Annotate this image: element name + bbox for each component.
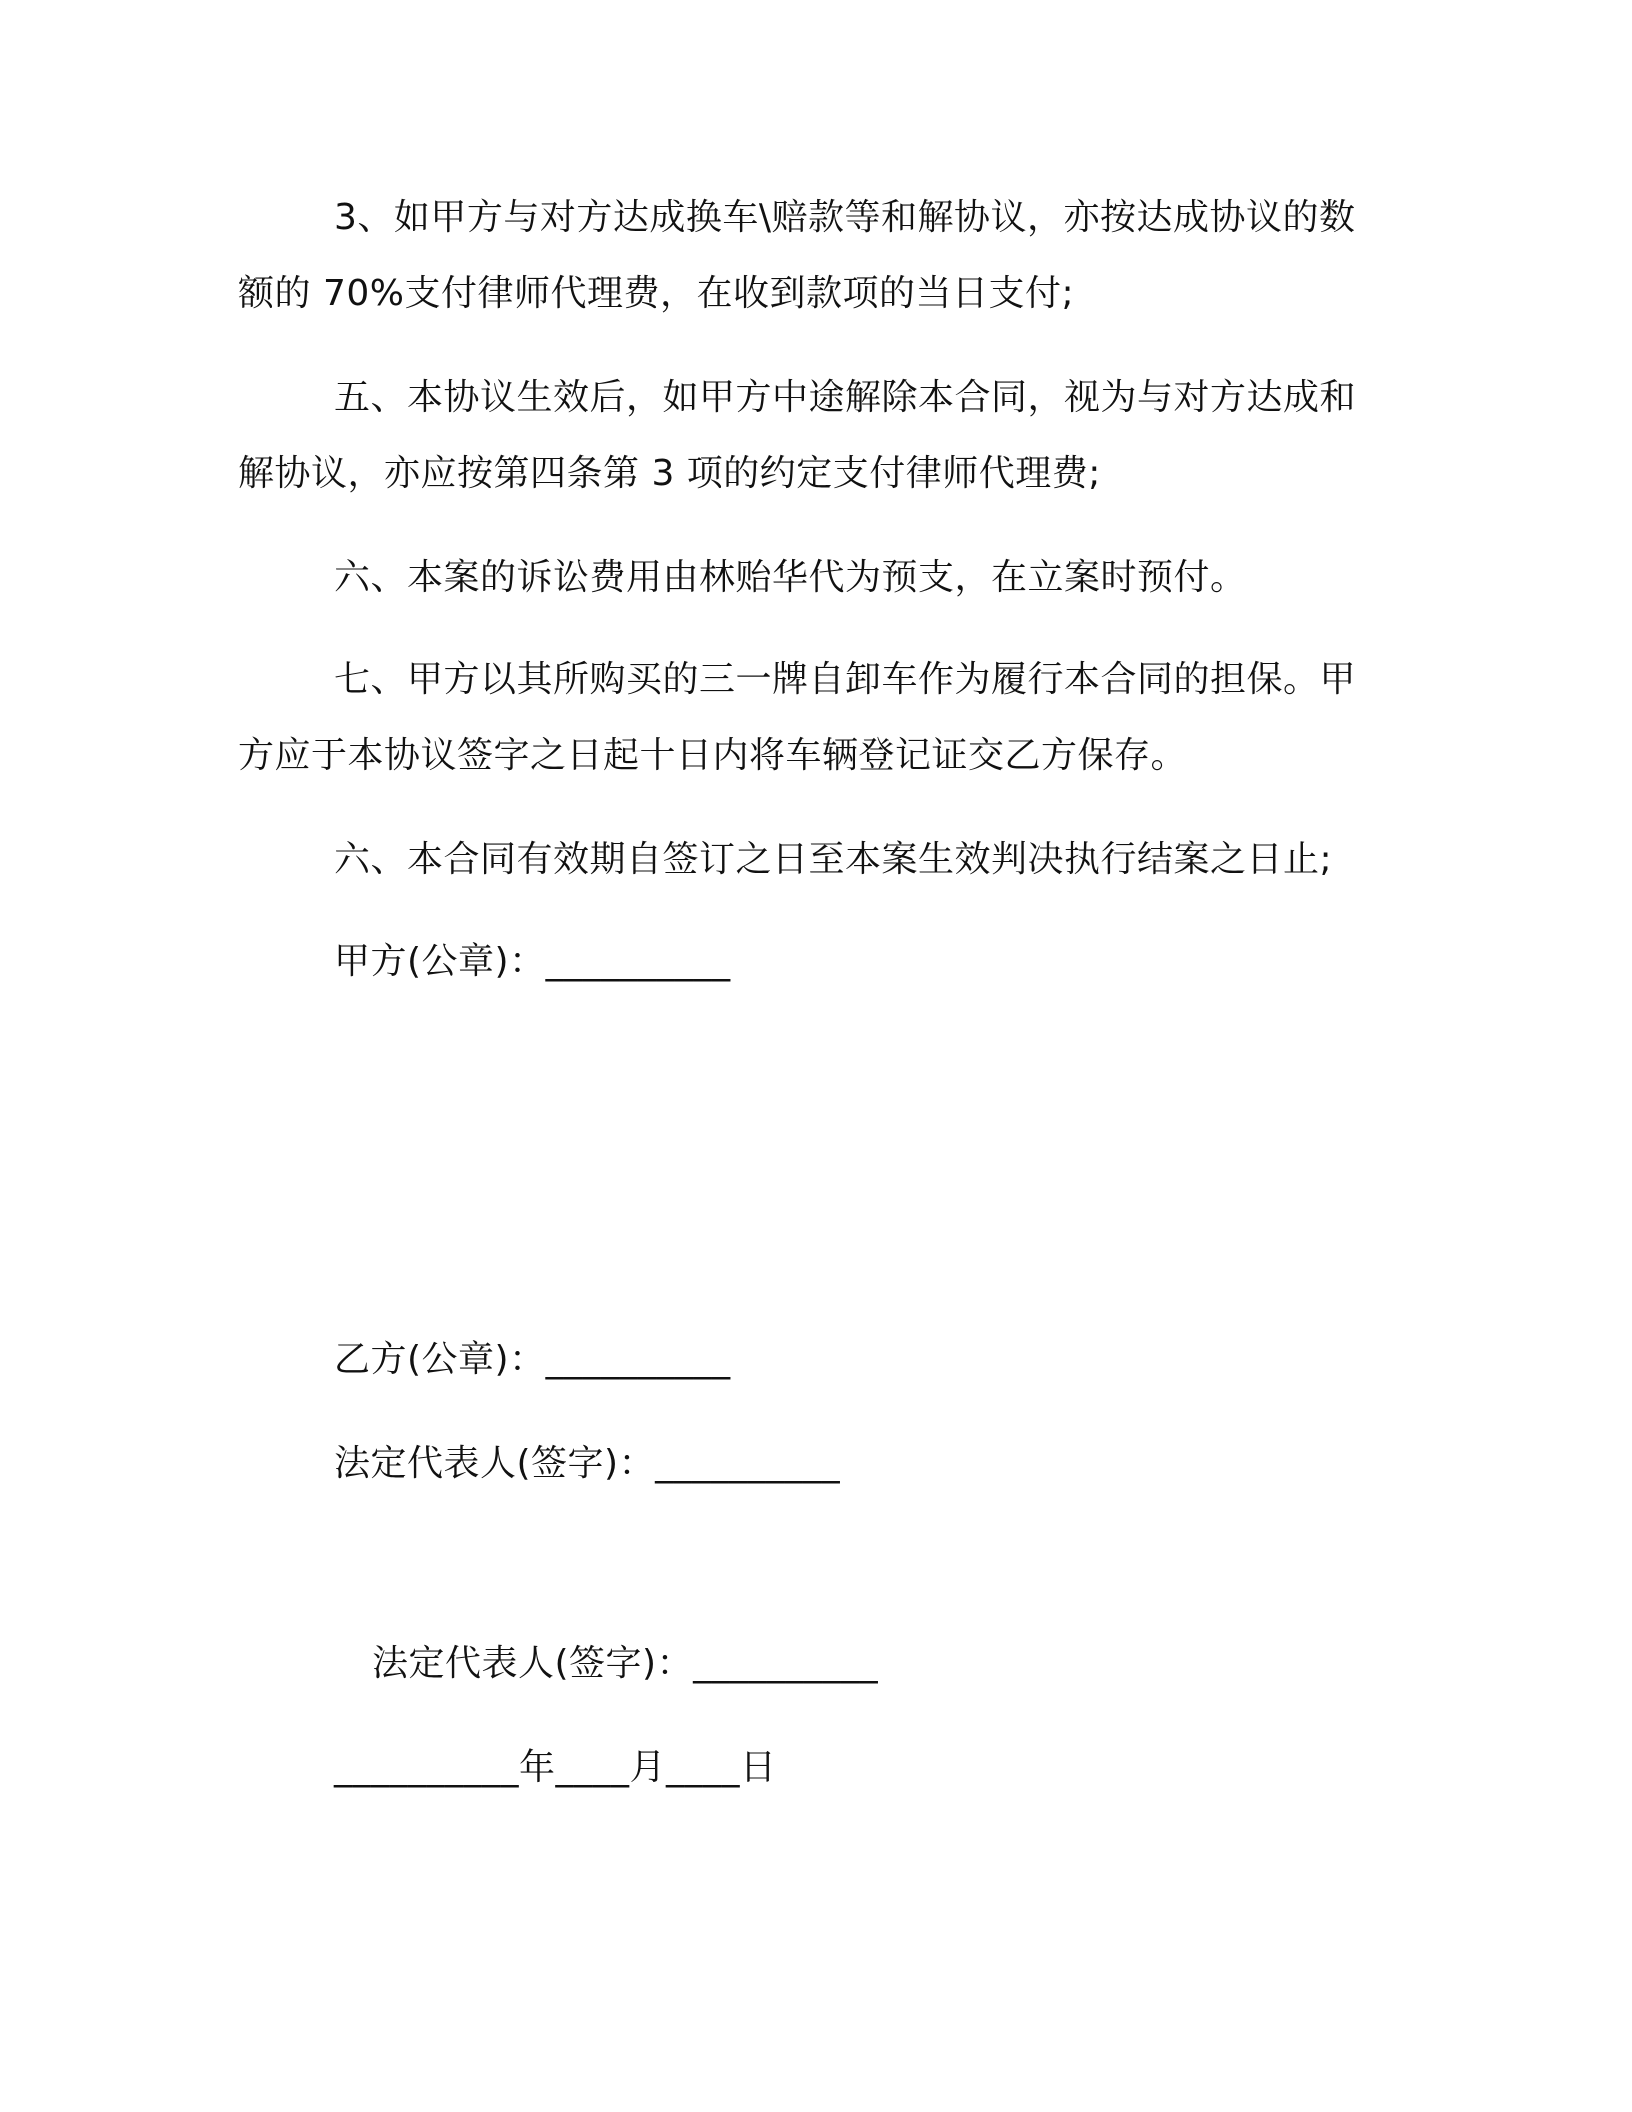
article-6a-line-1: 六、本案的诉讼费用由林贻华代为预支，在立案时预付。 [334,557,1247,598]
article-6b-line-1: 六、本合同有效期自签订之日至本案生效判决执行结案之日止; [334,839,1333,880]
article-5-line-2: 解协议，亦应按第四条第 3 项的约定支付律师代理费; [238,453,1101,494]
legal-representative-signature-line-1: 法定代表人(签字)：__________ [334,1443,841,1484]
party-a-seal-line: 甲方(公章)：__________ [334,941,731,982]
date-line: __________年____月____日 [334,1747,777,1788]
item-3-line-1: 3、如甲方与对方达成换车\赔款等和解协议，亦按达成协议的数 [334,197,1356,238]
legal-representative-signature-line-2: 法定代表人(签字)：__________ [372,1643,879,1684]
article-5-line-1: 五、本协议生效后，如甲方中途解除本合同，视为与对方达成和 [334,377,1357,418]
article-7-line-1: 七、甲方以其所购买的三一牌自卸车作为履行本合同的担保。甲 [334,659,1357,700]
article-7-line-2: 方应于本协议签字之日起十日内将车辆登记证交乙方保存。 [238,735,1188,776]
item-3-line-2: 额的 70%支付律师代理费，在收到款项的当日支付; [238,273,1075,314]
party-b-seal-line: 乙方(公章)：__________ [334,1339,731,1380]
